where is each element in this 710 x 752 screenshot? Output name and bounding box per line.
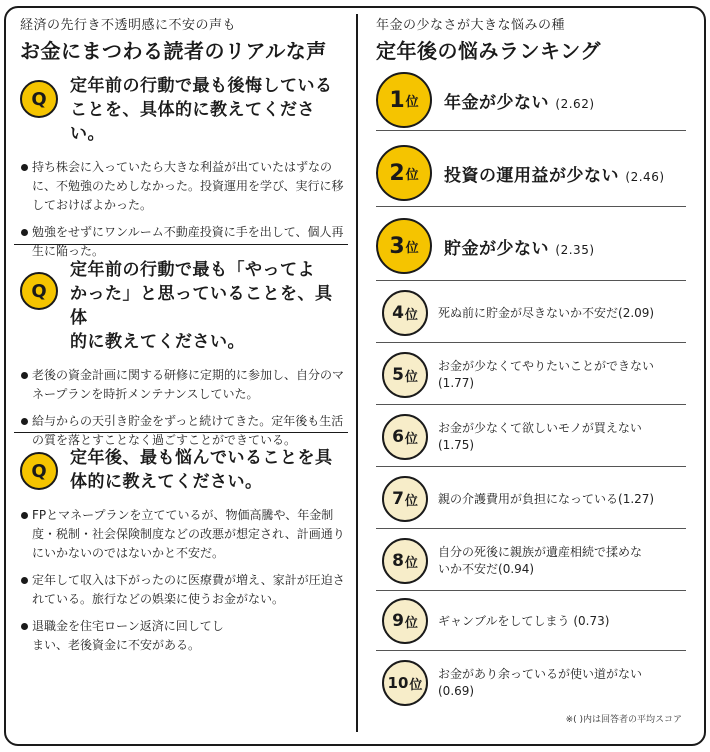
- question-text: 定年後、最も悩んでいることを具 体的に教えてください。: [70, 448, 333, 492]
- answer-list: [20, 506, 346, 655]
- rank-label: お金が少なくてやりたいことができない (1.77): [438, 359, 655, 390]
- rank-label: 貯金が少ない (2.35): [444, 238, 595, 259]
- answer-item: 勉強をせずにワンルーム不動産投資に手を出して、個人再生に陥った。: [20, 223, 346, 261]
- rank-item-8: [376, 538, 690, 584]
- rank-badge: 1 位: [376, 72, 432, 128]
- left-kicker: 経済の先行き不透明感に不安の声も: [20, 18, 237, 33]
- rank-divider: [376, 342, 686, 343]
- rank-divider: [376, 650, 686, 651]
- rank-item-9: [376, 598, 690, 644]
- rank-item-1: [376, 72, 690, 128]
- right-kicker: 年金の少なさが大きな悩みの種: [376, 18, 566, 33]
- rank-score: (1.77): [438, 376, 475, 390]
- question-block-2: [20, 258, 346, 458]
- score-footnote: ※( )内は回答者の平均スコア: [565, 715, 682, 725]
- rank-item-7: [376, 476, 690, 522]
- rank-divider: [376, 404, 686, 405]
- rank-divider: [376, 466, 686, 467]
- question-block-3: [20, 446, 346, 663]
- question-text: 定年前の行動で最も後悔している ことを、具体的に教えてください。: [70, 76, 333, 144]
- ranking-header: [376, 14, 696, 64]
- rank-label: 死ぬ前に貯金が尽きないか不安だ(2.09): [438, 305, 655, 320]
- answer-item: FPとマネープランを立てているが、物価高騰や、年金制度・税制・社会保険制度などの改悪が想定され、計画通りにいかないのではないかと不安だ。: [20, 506, 346, 563]
- rank-item-3: [376, 218, 690, 274]
- rank-item-5: [376, 352, 690, 398]
- rank-label: 年金が少ない (2.62): [444, 92, 595, 113]
- section-divider: [14, 432, 348, 433]
- rank-score: (0.69): [438, 684, 475, 698]
- question-text: 定年前の行動で最も「やってよ かった」と思っていることを、具体 的に教えてください。: [70, 260, 333, 352]
- rank-score: (1.75): [438, 438, 475, 452]
- q-badge-icon: Q: [20, 80, 58, 118]
- rank-item-4: [376, 290, 690, 336]
- rank-badge: 4 位: [382, 290, 428, 336]
- question-block-1: [20, 74, 346, 269]
- rank-score: (2.62): [555, 96, 595, 111]
- answer-item: 給与からの天引き貯金をずっと続けてきた。定年後も生活の質を落とすことなく過ごすことができている。: [20, 412, 346, 450]
- rank-label: お金が少なくて欲しいモノが買えない (1.75): [438, 421, 642, 452]
- rank-score: (2.09): [618, 305, 655, 320]
- answer-list: [20, 158, 346, 261]
- rank-item-10: [376, 660, 690, 706]
- section-divider: [14, 244, 348, 245]
- rank-label: ギャンブルをしてしまう (0.73): [438, 613, 610, 628]
- rank-item-2: [376, 145, 690, 201]
- answer-item: 持ち株会に入っていたら大きな利益が出ていたはずなのに、不勉強のためしなかった。投資運用を学び、実行に移しておけばよかった。: [20, 158, 346, 215]
- q-badge-icon: Q: [20, 452, 58, 490]
- rank-label: 自分の死後に親族が遺産相続で揉めないか不安だ(0.94): [438, 545, 643, 576]
- rank-label: 投資の運用益が少ない (2.46): [444, 165, 665, 186]
- rank-score: (2.46): [625, 169, 665, 184]
- answer-item: 退職金を住宅ローン返済に回してしまい、老後資金に不安がある。: [20, 617, 230, 655]
- rank-label: お金があり余っているが使い道がない (0.69): [438, 667, 643, 698]
- rank-score: (0.73): [573, 613, 610, 628]
- rank-score: (1.27): [618, 491, 655, 506]
- reader-voices-header: [20, 14, 346, 64]
- column-divider: [356, 14, 358, 732]
- rank-badge: 9 位: [382, 598, 428, 644]
- rank-badge: 8 位: [382, 538, 428, 584]
- rank-item-6: [376, 414, 690, 460]
- rank-badge: 7 位: [382, 476, 428, 522]
- rank-divider: [376, 528, 686, 529]
- rank-divider: [376, 130, 686, 131]
- rank-score: (0.94): [498, 562, 535, 576]
- answer-item: 老後の資金計画に関する研修に定期的に参加し、自分のマネープランを時折メンテナンスしていた。: [20, 366, 346, 404]
- left-headline: お金にまつわる読者のリアルな声: [20, 39, 327, 63]
- rank-badge: 3 位: [376, 218, 432, 274]
- rank-badge: 2 位: [376, 145, 432, 201]
- rank-divider: [376, 590, 686, 591]
- rank-badge: 10 位: [382, 660, 428, 706]
- answer-item: 定年して収入は下がったのに医療費が増え、家計が圧迫されている。旅行などの娯楽に使うお金がない。: [20, 571, 346, 609]
- right-headline: 定年後の悩みランキング: [376, 39, 601, 63]
- answer-list: [20, 366, 346, 450]
- rank-divider: [376, 206, 686, 207]
- rank-badge: 6 位: [382, 414, 428, 460]
- rank-score: (2.35): [555, 242, 595, 257]
- rank-divider: [376, 280, 686, 281]
- rank-badge: 5 位: [382, 352, 428, 398]
- rank-label: 親の介護費用が負担になっている(1.27): [438, 491, 655, 506]
- q-badge-icon: Q: [20, 272, 58, 310]
